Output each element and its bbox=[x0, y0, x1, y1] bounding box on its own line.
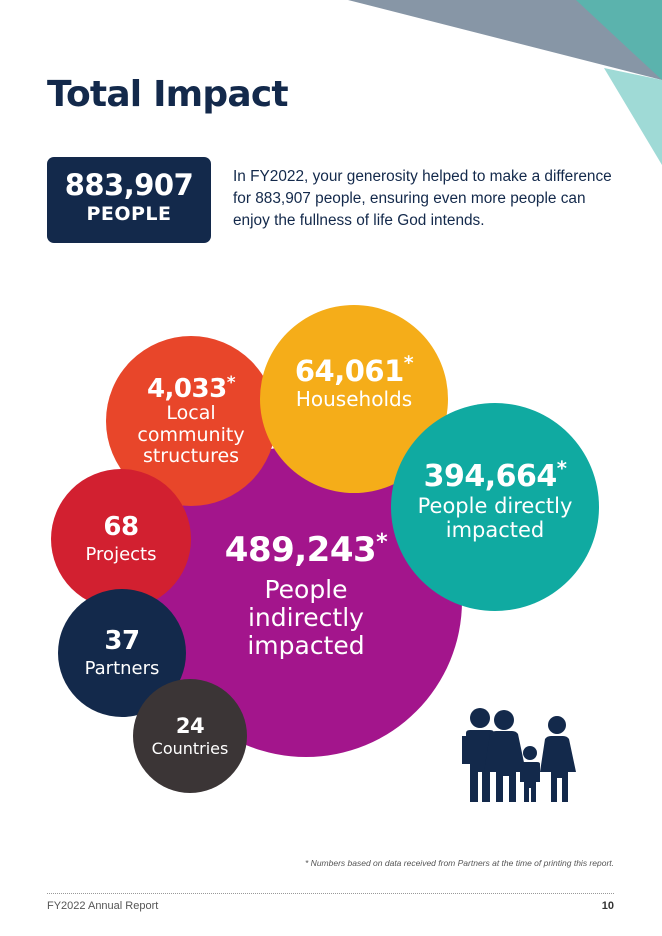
total-people-label: PEOPLE bbox=[86, 203, 172, 225]
structures-mark: * bbox=[226, 371, 236, 392]
households-mark: * bbox=[403, 352, 414, 374]
total-people-badge bbox=[47, 157, 211, 243]
footer-divider bbox=[47, 893, 614, 894]
footer-report-title: FY2022 Annual Report bbox=[47, 900, 159, 912]
projects-value: 68 bbox=[103, 512, 139, 543]
direct-mark: * bbox=[556, 456, 567, 480]
direct-label: People directly impacted bbox=[417, 493, 573, 542]
projects-label: Projects bbox=[85, 543, 157, 565]
indirect-value: 489,243 bbox=[224, 530, 377, 571]
bubble-direct bbox=[391, 403, 599, 611]
countries-label: Countries bbox=[151, 738, 229, 758]
intro-text: In FY2022, your generosity helped to make a difference for 883,907 people, ensuring even more people can enjoy the fullness of life God intends. bbox=[233, 168, 612, 229]
page-number: 10 bbox=[601, 900, 614, 912]
indirect-mark: * bbox=[376, 529, 388, 556]
partners-value: 37 bbox=[104, 626, 140, 657]
structures-label: Local community structures bbox=[137, 402, 245, 467]
indirect-label: People indirectly impacted bbox=[247, 574, 365, 660]
bubble-projects bbox=[51, 469, 191, 609]
structures-value: 4,033 bbox=[146, 373, 227, 404]
page-title: Total Impact bbox=[47, 74, 288, 115]
partners-label: Partners bbox=[84, 657, 160, 679]
bubble-countries bbox=[133, 679, 247, 793]
family-icon bbox=[456, 706, 581, 804]
direct-value: 394,664 bbox=[423, 458, 557, 494]
total-people-value: 883,907 bbox=[64, 168, 194, 202]
countries-value: 24 bbox=[175, 713, 205, 738]
households-label: Households bbox=[295, 386, 413, 411]
footnote: * Numbers based on data received from Partners at the time of printing this report. bbox=[305, 858, 614, 868]
households-value: 64,061 bbox=[294, 353, 404, 388]
